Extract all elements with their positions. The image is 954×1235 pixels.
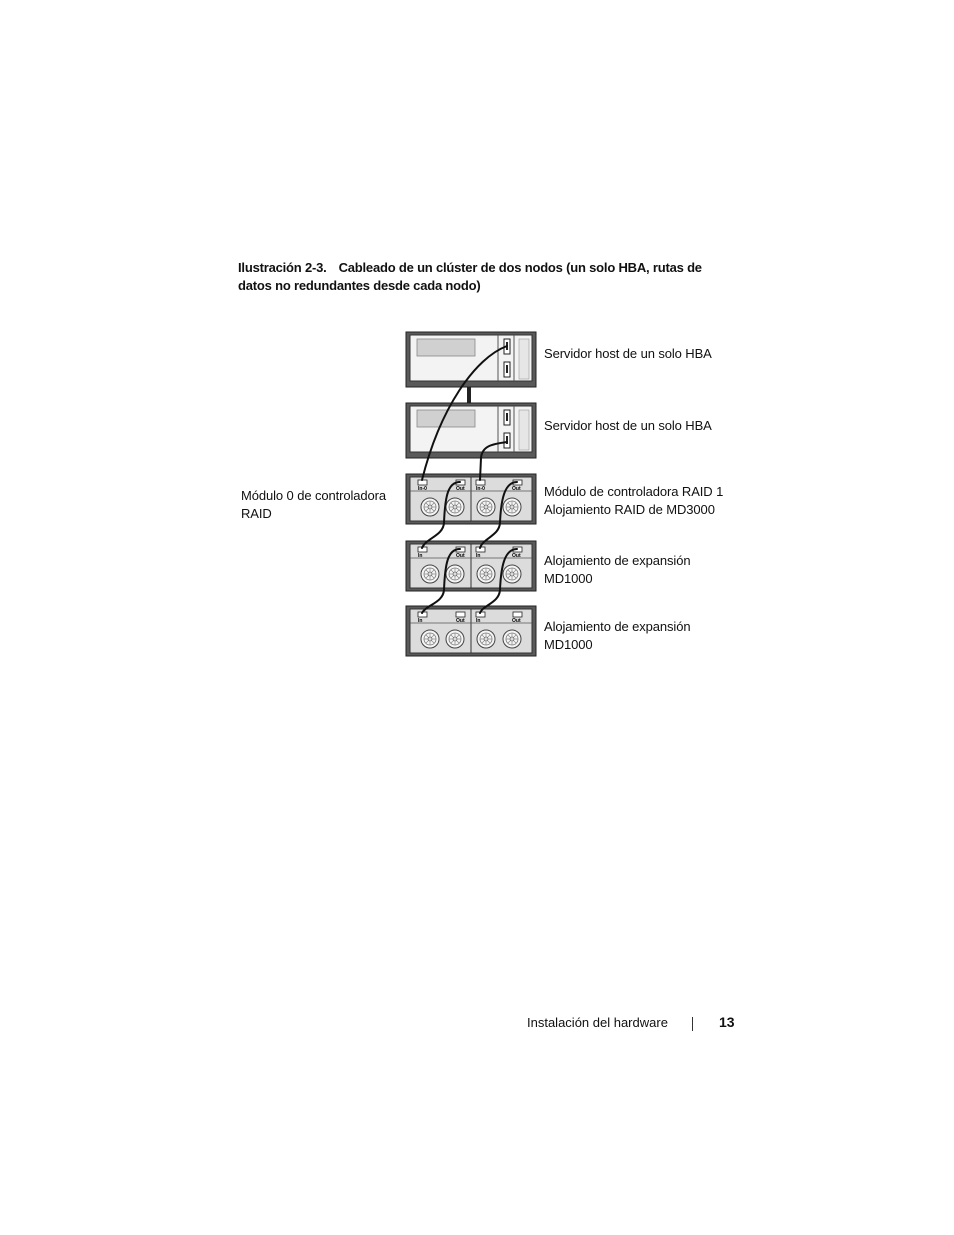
host-link-bar: [467, 385, 471, 404]
port-label-out-right: Out: [512, 553, 521, 559]
port-label-in-left: In: [418, 553, 423, 559]
host-server-1-label: [544, 345, 712, 363]
host-server-2: [406, 403, 536, 458]
footer-section: Instalación del hardware: [527, 1015, 668, 1030]
expansion-2-line-1: Alojamiento de expansión: [544, 619, 691, 634]
figure-number: Ilustración 2-3.: [238, 260, 327, 275]
raid-module-1-line-1: Módulo de controladora RAID 1: [544, 484, 724, 499]
fan-icon: [503, 630, 521, 648]
port-label-out-right: Out: [512, 486, 521, 492]
raid-module-0-line-2: RAID: [241, 505, 272, 521]
host-server-2-label: [544, 417, 712, 435]
port-label-in-left: In: [418, 618, 423, 624]
expansion-1-line-2: MD1000: [544, 570, 593, 586]
page-number: 13: [719, 1014, 735, 1030]
fan-icon: [421, 565, 439, 583]
expansion-2-line-2: MD1000: [544, 636, 593, 652]
port-label-out-left: Out: [456, 618, 465, 624]
fan-icon: [446, 630, 464, 648]
host-server-2-text: Servidor host de un solo HBA: [544, 418, 712, 433]
fan-icon: [446, 565, 464, 583]
footer-divider: [692, 1017, 693, 1031]
fan-icon: [503, 498, 521, 516]
raid-module-0-line-1: Módulo 0 de controladora: [241, 488, 387, 503]
fan-icon: [446, 498, 464, 516]
port-label-in-right: In: [476, 618, 481, 624]
expansion-1-line-1: Alojamiento de expansión: [544, 553, 691, 568]
port-label-out-left: Out: [456, 553, 465, 559]
raid-module-1-label: [544, 483, 723, 518]
host-server-1-text: Servidor host de un solo HBA: [544, 346, 712, 361]
cabling-diagram: [400, 328, 540, 660]
host-server-1: [406, 332, 536, 387]
expansion-2-label: [544, 618, 690, 653]
port-label-in-0-right: In-0: [476, 486, 485, 492]
expansion-enclosure-2: [406, 606, 536, 656]
port-label-in-right: In: [476, 553, 481, 559]
fan-icon: [421, 630, 439, 648]
figure-title: Cableado de un clúster de dos nodos (un solo HBA, rutas de datos no redundantes desde cada nodo): [238, 260, 702, 293]
port-label-out-right: Out: [512, 618, 521, 624]
fan-icon: [503, 565, 521, 583]
fan-icon: [421, 498, 439, 516]
raid-module-0-label: [241, 487, 386, 522]
raid-module-1-line-2: Alojamiento RAID de MD3000: [544, 501, 715, 517]
expansion-1-label: [544, 552, 690, 587]
fan-icon: [477, 498, 495, 516]
figure-caption: [238, 259, 738, 295]
port-label-out-left: Out: [456, 486, 465, 492]
fan-icon: [477, 565, 495, 583]
fan-icon: [477, 630, 495, 648]
port-label-in-0-left: In-0: [418, 486, 427, 492]
